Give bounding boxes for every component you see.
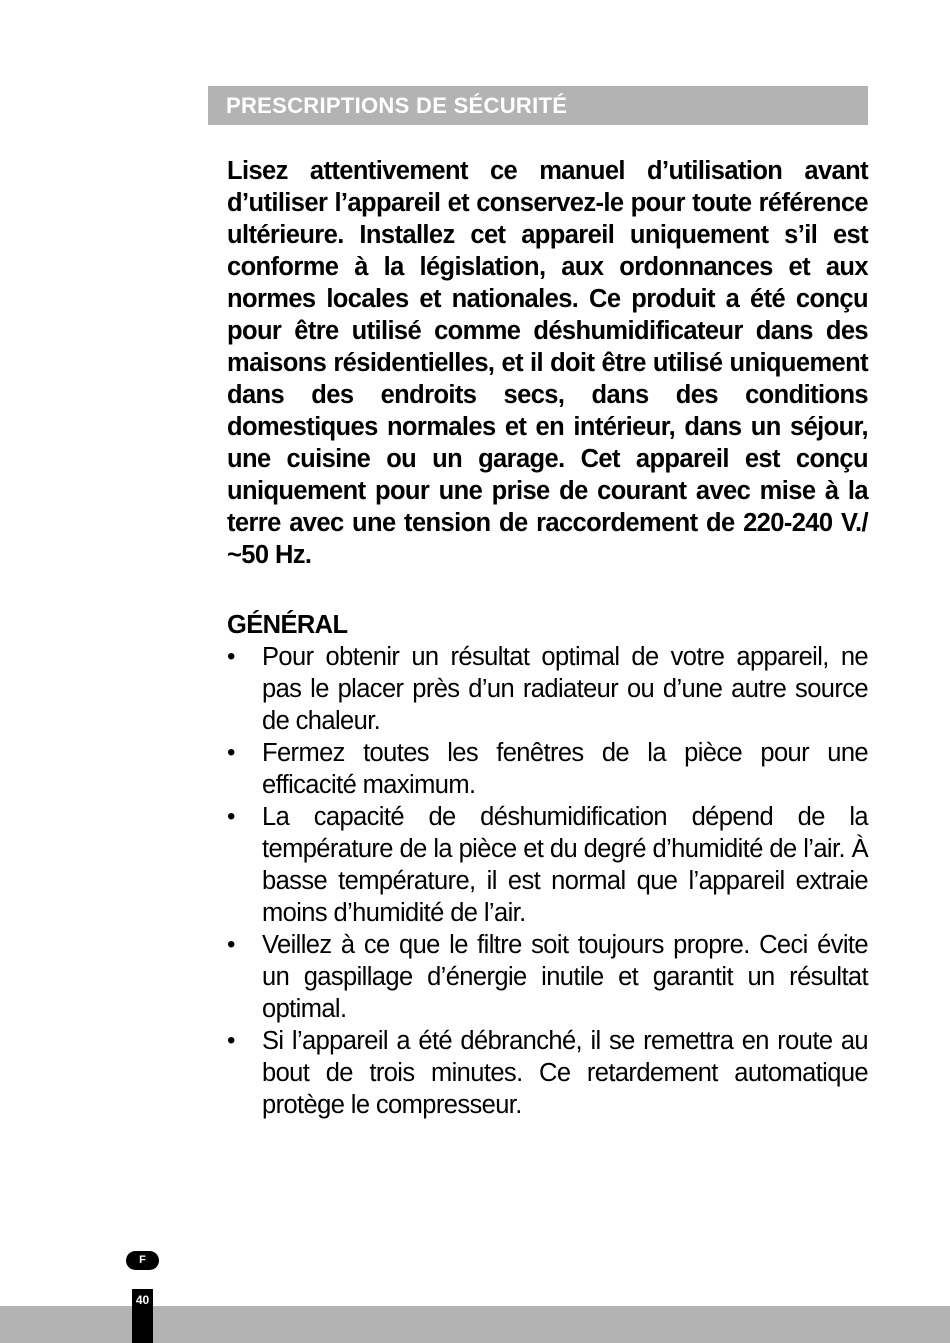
bullet-item: [227, 1025, 868, 1121]
bullet-icon: •: [227, 803, 235, 830]
bullet-item: [227, 929, 868, 1025]
page-number-tab: [132, 1289, 153, 1343]
intro-paragraph: Lisez attentivement ce manuel d’utilisation avant d’utiliser l’appareil et conservez-le pour toute référence ultérieure. Installez cet appareil uniquement s’il est conforme à la législation, aux ordonnances et aux normes locales et nationales. Ce produit a été conçu pour être utilisé comme déshumidificateur dans des maisons résidentielles, et il doit être utilisé uniquement dans des endroits secs, dans des conditions domestiques normales et en intérieur, dans un séjour, une cuisine ou un garage. Cet appareil est conçu uniquement pour une prise de courant avec mise à la terre avec une tension de raccordement de 220-240 V./ ~50 Hz.: [227, 157, 868, 569]
bullet-icon: •: [227, 1027, 235, 1054]
bullet-text: Fermez toutes les fenêtres de la pièce pour une efficacité maximum.: [262, 739, 868, 799]
section-header-bar: [208, 86, 868, 125]
bullet-icon: •: [227, 739, 235, 766]
bullet-text: Veillez à ce que le filtre soit toujours propre. Ceci évite un gaspillage d’énergie inutile et garantit un résultat optimal.: [262, 931, 868, 1023]
bullet-text: Pour obtenir un résultat optimal de votre appareil, ne pas le placer près d’un radiateur ou d’une autre source de chaleur.: [262, 643, 868, 735]
language-code: F: [139, 1254, 146, 1266]
bullet-item: [227, 737, 868, 801]
language-badge: [126, 1251, 159, 1270]
section-title: GÉNÉRAL: [227, 611, 348, 639]
bullet-item: [227, 641, 868, 737]
bullet-text: La capacité de déshumidification dépend de la température de la pièce et du degré d’humidité de l’air. À basse température, il est normal que l’appareil extraie moins d’humidité de l’air.: [262, 803, 868, 927]
bullet-icon: •: [227, 931, 235, 958]
general-bullet-list: [227, 641, 868, 1121]
page-number: 40: [135, 1293, 150, 1307]
bullet-icon: •: [227, 643, 235, 670]
bullet-text: Si l’appareil a été débranché, il se remettra en route au bout de trois minutes. Ce retardement automatique protège le compresseur.: [262, 1027, 868, 1119]
page-title: PRESCRIPTIONS DE SÉCURITÉ: [226, 93, 568, 118]
content-area: [227, 155, 868, 1121]
bullet-item: [227, 801, 868, 929]
